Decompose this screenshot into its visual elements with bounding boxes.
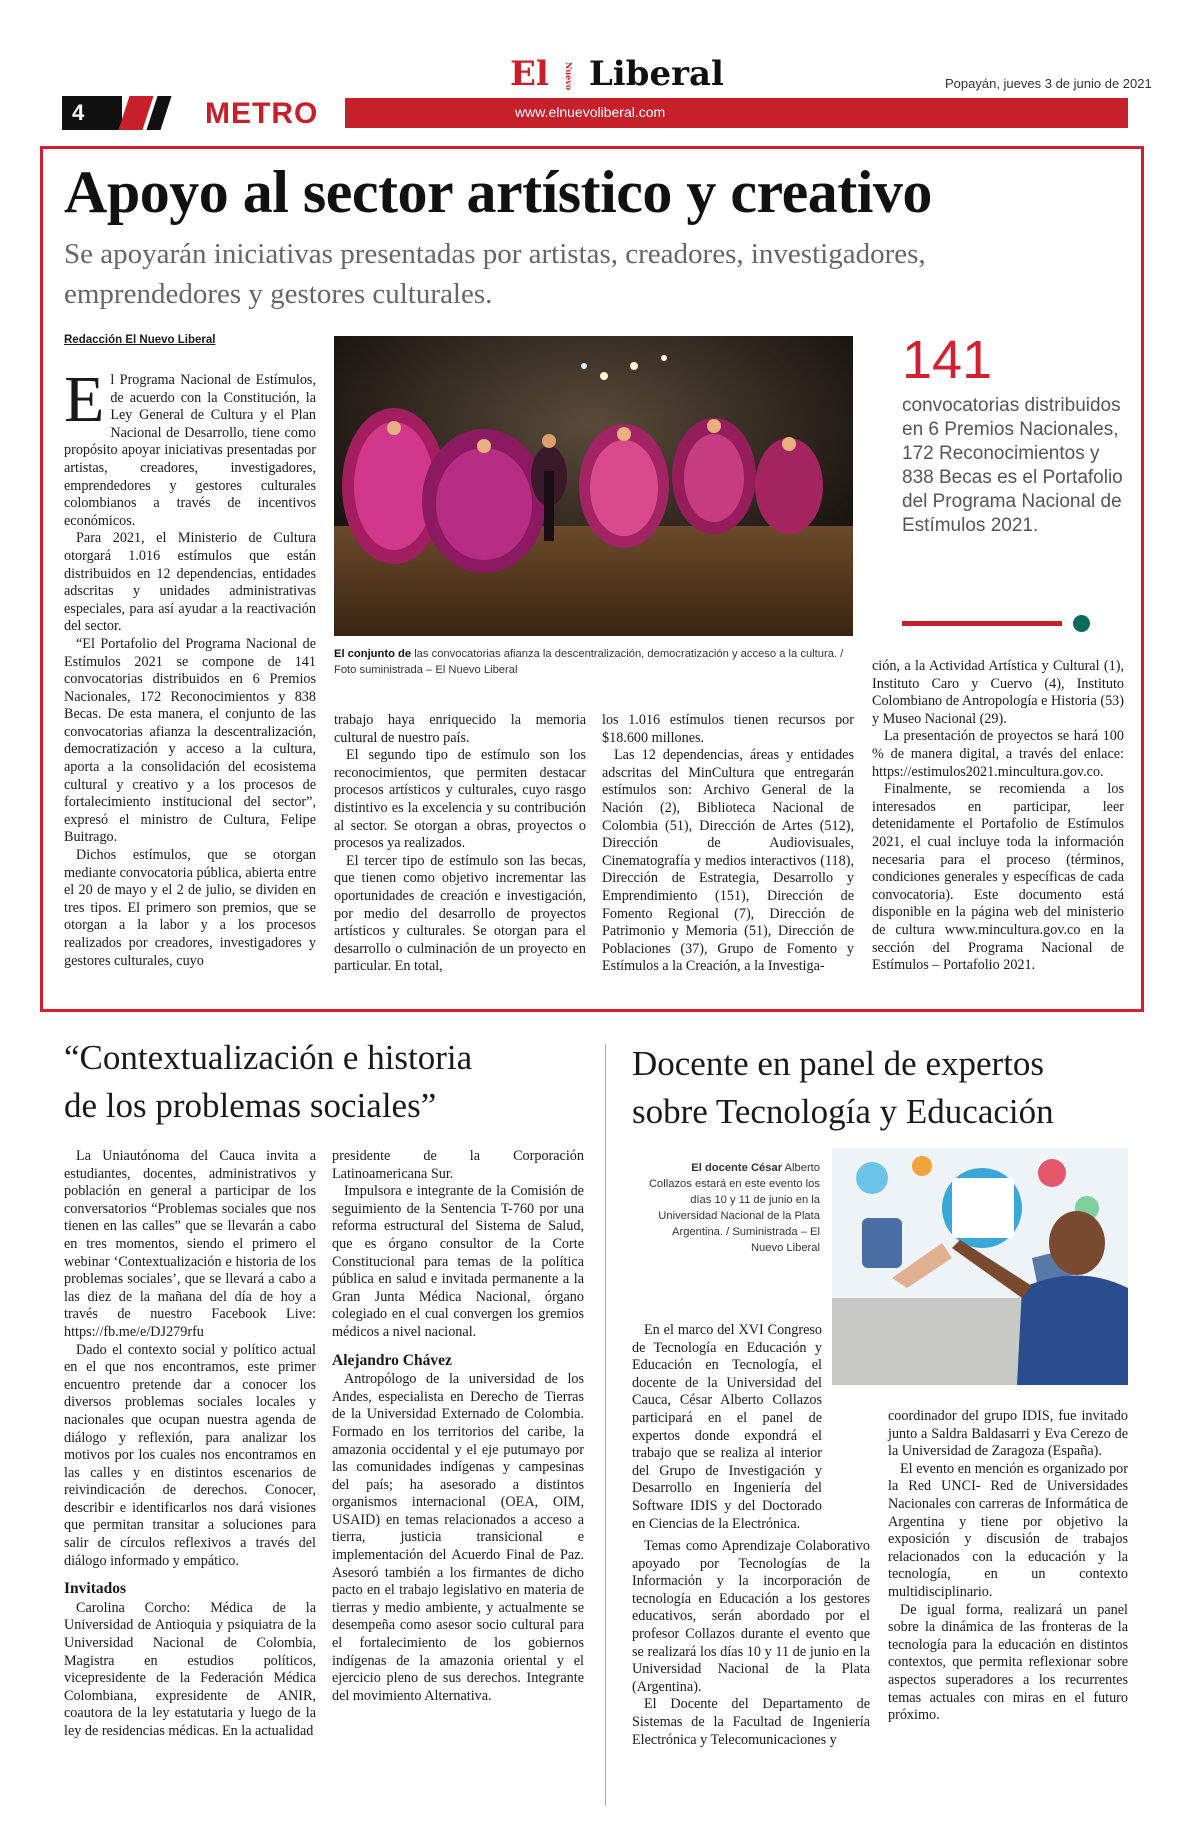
- article3-headline: [632, 1040, 1054, 1136]
- dance-performance-photo: [334, 336, 853, 636]
- pullquote-green-dot: [1073, 615, 1090, 632]
- pullquote-text: convocatorias distribuidos en 6 Premios Nacionales, 172 Reconocimientos y 838 Becas es el Portafolio del Programa Nacional de Estímulos 2021.: [902, 395, 1123, 536]
- dance-photo-illustration: [334, 336, 853, 636]
- paragraph: La presentación de proyectos se hará 100 % de manera digital, a través del enlace: https://estimulos2021.mincultura.gov.co.: [872, 728, 1124, 780]
- article2-column-1: [64, 1148, 316, 1741]
- caption-text: las convocatorias afianza la descentralización, democratización y acceso a la cultura. / Foto suministrada – El Nuevo Liberal: [334, 648, 844, 676]
- paragraph: “El Portafolio del Programa Nacional de Estímulos 2021 se compone de 141 convocatorias distribuidos en 6 Premios Nacionales, 172 Reconocimientos y 838 Becas. De esta manera, el conjunto de las convocatorias afianza la descentralización, democratización y acceso a la cultura, aporta a la consolidación del ecosistema cultural y creativo y a los procesos de fortalecimiento institucional del sector”, expresó el ministro de Cultura, Felipe Buitrago.: [64, 635, 316, 846]
- byline: Redacción El Nuevo Liberal: [64, 334, 216, 346]
- paragraph: presidente de la Corporación Latinoamericana Sur.: [332, 1148, 584, 1182]
- feature-column-4: [872, 658, 1124, 975]
- paragraph: De igual forma, realizará un panel sobre la dinámica de las fronteras de la tecnología para la educación en distintos contextos, que permita reflexionar sobre aspectos superadores a los recurrentes temas actuales con miras en el futuro próximo.: [888, 1601, 1128, 1724]
- newspaper-logo: [510, 56, 724, 92]
- pullquote-number: 141: [902, 330, 993, 390]
- headline-line: de los problemas sociales”: [64, 1086, 437, 1125]
- feature-subheadline: Se apoyarán iniciativas presentadas por artistas, creadores, investigadores, emprendedores y gestores culturales.: [64, 238, 926, 310]
- paragraph: ción, a la Actividad Artística y Cultural (1), Instituto Caro y Cuervo (4), Instituto Colombiano de Antropología e Historia (53) y Museo Nacional (29).: [872, 658, 1124, 727]
- logo-el: El: [510, 54, 549, 94]
- caption-lead: El docente César: [691, 1162, 783, 1174]
- subhead-invitados: Invitados: [64, 1580, 127, 1598]
- website-link[interactable]: www.elnuevoliberal.com: [515, 104, 666, 120]
- paragraph: En el marco del XVI Congreso de Tecnología en Educación y Educación en Tecnología, el docente de la Universidad del Cauca, César Alberto Collazos participará en el panel de expertos donde expondrá el trabajo que se realiza al interior del Grupo de Investigación y Desarrollo en Ingeniería del Software IDIS y del Doctorado en Ciencias de la Electrónica.: [632, 1322, 822, 1532]
- logo-liberal: Liberal: [588, 54, 724, 94]
- paragraph: El tercer tipo de estímulo son las becas, que tienen como objetivo incrementar las oportunidades de creación e investigación, por medio del desarrollo de proyectos artísticos y culturales. Se otorgan para el desarrollo o culminación de un proyecto en particular. En total,: [334, 852, 586, 975]
- feature-photo-caption: [334, 646, 854, 678]
- paragraph: coordinador del grupo IDIS, fue invitado junto a Saldra Baldasarri y Eva Cerezo de la Universidad de Zaragoza (España).: [888, 1408, 1128, 1460]
- paragraph: los 1.016 estímulos tienen recursos por $18.600 millones.: [602, 712, 854, 746]
- paragraph: Dichos estímulos, que se otorgan mediante convocatoria pública, abierta entre el 20 de mayo y el 2 de julio, se dividen en tres tipos. El primero son premios, que se otorgan a la labor y a los procesos realizados por creadores, investigadores y gestores culturales, cuyo: [64, 847, 316, 969]
- paragraph: trabajo haya enriquecido la memoria cultural de nuestro país.: [334, 712, 586, 746]
- feature-column-1: [64, 363, 316, 970]
- paragraph: Dado el contexto social y político actual en el que nos encontramos, este primer encuentro pretende dar a conocer los diversos problemas sociales locales y nacionales que ocupan nuestra agenda de diálogo y reflexión, para analizar los motivos por los cuales nos encontramos en las calles y en distintos escenarios de reivindicación de derechos. Conocer, describir e identificarlos nos dará visiones que permitan transitar a soluciones para salir de círculos reflexivos a través del diálogo informado y empático.: [64, 1341, 316, 1569]
- header-red-bar: [345, 98, 1128, 128]
- paragraph: La Uniautónoma del Cauca invita a estudiantes, docentes, administrativos y población en general a participar de los conversatorios “Problemas sociales que nos tienen en las calles” que se llevarán a cabo en tres momentos, siendo el primero el webinar ‘Contextualización e historia de los problemas sociales’, que se llevará a cabo a las diez de la mañana del día de hoy a través de nuestro Facebook Live: https://fb.me/e/DJ279rfu: [64, 1148, 316, 1340]
- paragraph: El evento en mención es organizado por la Red UNCI- Red de Universidades Nacionales con carreras de Informática de Argentina y tiene por objetivo la exposición y discusión de trabajos relacionados con la educación y la tecnología, en un contexto multidisciplinario.: [888, 1460, 1128, 1600]
- article3-column-1b: [632, 1538, 870, 1749]
- paragraph: Temas como Aprendizaje Colaborativo apoyado por Tecnologías de la Información y la incorporación de tecnología en Educación a los gestores educativos, serán abordado por el profesor Collazos durante el evento que se realizará los días 10 y 11 de junio en la Universidad Nacional de la Plata (Argentina).: [632, 1538, 870, 1695]
- presenter-photo-illustration: [832, 1148, 1128, 1385]
- headline-line: sobre Tecnología y Educación: [632, 1092, 1054, 1131]
- article2-column-2: [332, 1148, 584, 1705]
- pullquote-red-rule: [902, 621, 1062, 626]
- caption-text: Alberto Collazos estará en este evento los días 10 y 11 de junio en la Universidad Nacional de la Plata Argentina. / Suministrada – El Nuevo Liberal: [648, 1162, 820, 1254]
- paragraph: Impulsora e integrante de la Comisión de seguimiento de la Sentencia T-760 por una reforma estructural del Sistema de Salud, que es órgano consultor de la Corte Constitucional para temas de la política pública en salud e invitada permanente a la Gran Junta Médica Nacional, órgano colegiado en el cual convergen los gremios médicos a nivel nacional.: [332, 1183, 584, 1340]
- paragraph: El Docente del Departamento de Sistemas de la Facultad de Ingeniería Electrónica y Telecomunicaciones y: [632, 1696, 870, 1748]
- paragraph: Las 12 dependencias, áreas y entidades adscritas del MinCultura que entregarán estímulos son: Archivo General de la Nación (2), Biblioteca Nacional de Colombia (51), Dirección de Artes (512), Dirección de Audiovisuales, Cinematografía y medios interactivos (118), Dirección de Estrategia, Desarrollo y Emprendimiento (151), Dirección de Fomento Regional (7), Dirección de Patrimonio y Memoria (51), Dirección de Poblaciones (37), Grupo de Fomento y Estímulos a la Creación, a la Investiga-: [602, 747, 854, 975]
- feature-column-2: [334, 712, 586, 976]
- column-divider: [605, 1044, 606, 1806]
- paragraph: El segundo tipo de estímulo son los reconocimientos, que permiten destacar procesos artísticos y culturales, cuyo rasgo distintivo es la excelencia y su contribución al sector. Se otorgan a obras, proyectos o procesos ya realizados.: [334, 747, 586, 852]
- feature-headline: Apoyo al sector artístico y creativo: [64, 159, 932, 225]
- article2-headline: [64, 1034, 472, 1130]
- issue-date: Popayán, jueves 3 de junio de 2021: [945, 76, 1152, 91]
- article3-photo-caption: [648, 1160, 820, 1256]
- headline-line: “Contextualización e historia: [64, 1038, 473, 1077]
- paragraph: Carolina Corcho: Médica de la Universidad de Antioquia y psiquiatra de la Universidad Nacional de Colombia, Magistra en estudios políticos, vicepresidente de la Federación Médica Colombiana, expresidente de ANIR, coautora de la ley estatutaria y luego de la ley de residencias médicas. En la actualidad: [64, 1599, 316, 1739]
- section-name: METRO: [205, 97, 319, 130]
- paragraph: l Programa Nacional de Estímulos, de acuerdo con la Constitución, la Ley General de Cultura y el Plan Nacional de Desarrollo, tiene como propósito apoyar iniciativas presentadas por artistas, creadores, investigadores, emprendedores y gestores culturales colombianos a través de incentivos económicos.: [64, 372, 316, 529]
- subhead-alejandro: Alejandro Chávez: [332, 1351, 452, 1369]
- headline-line: Docente en panel de expertos: [632, 1044, 1045, 1083]
- paragraph: Finalmente, se recomienda a los interesados en participar, leer detenidamente el Portafolio de Estímulos 2021, el cual incluye toda la información necesaria para el proceso (términos, condiciones generales y específicas de cada convocatoria). Este documento está disponible en la página web del ministerio de cultura www.mincultura.gov.co en la sección del Programa Nacional de Estímulos – Portafolio 2021.: [872, 781, 1124, 974]
- feature-column-3: [602, 712, 854, 976]
- drop-cap: E: [64, 363, 105, 436]
- paragraph: Para 2021, el Ministerio de Cultura otorgará 1.016 estímulos que están distribuidos en 12 dependencias, entidades adscritas y unidades administrativas especiales, para así ayudar a la reactivación del sector.: [64, 530, 316, 635]
- article3-column-2: [888, 1408, 1128, 1725]
- paragraph: Antropólogo de la universidad de los Andes, especialista en Derecho de Tierras de la Universidad Externado de Colombia. Formado en los territorios del caribe, la amazonia occidental y el eje putumayo por las comunidades indígenas y campesinas del país; ha asesorado a distintos organismos internacional (OEA, OIM, USAID) en temas relacionados a acceso a tierra, justicia transicional e implementación del Acuerdo Final de Paz. Asesoró también a los firmantes de dicho pacto en el trabajo legislativo en materia de tierras y medio ambiente, y actualmente se desempeña como asesor socio cultural para el fortalecimiento de los gobiernos indígenas de la amazonia oriental y el ejercicio pleno de sus derechos. Integrante del movimiento Alternativa.: [332, 1371, 584, 1704]
- logo-nuevo: Nuevo: [563, 61, 574, 91]
- caption-lead: El conjunto de: [334, 648, 412, 660]
- article3-column-1a: [632, 1322, 822, 1533]
- presenter-photo: [832, 1148, 1128, 1385]
- page-number: 4: [62, 96, 122, 130]
